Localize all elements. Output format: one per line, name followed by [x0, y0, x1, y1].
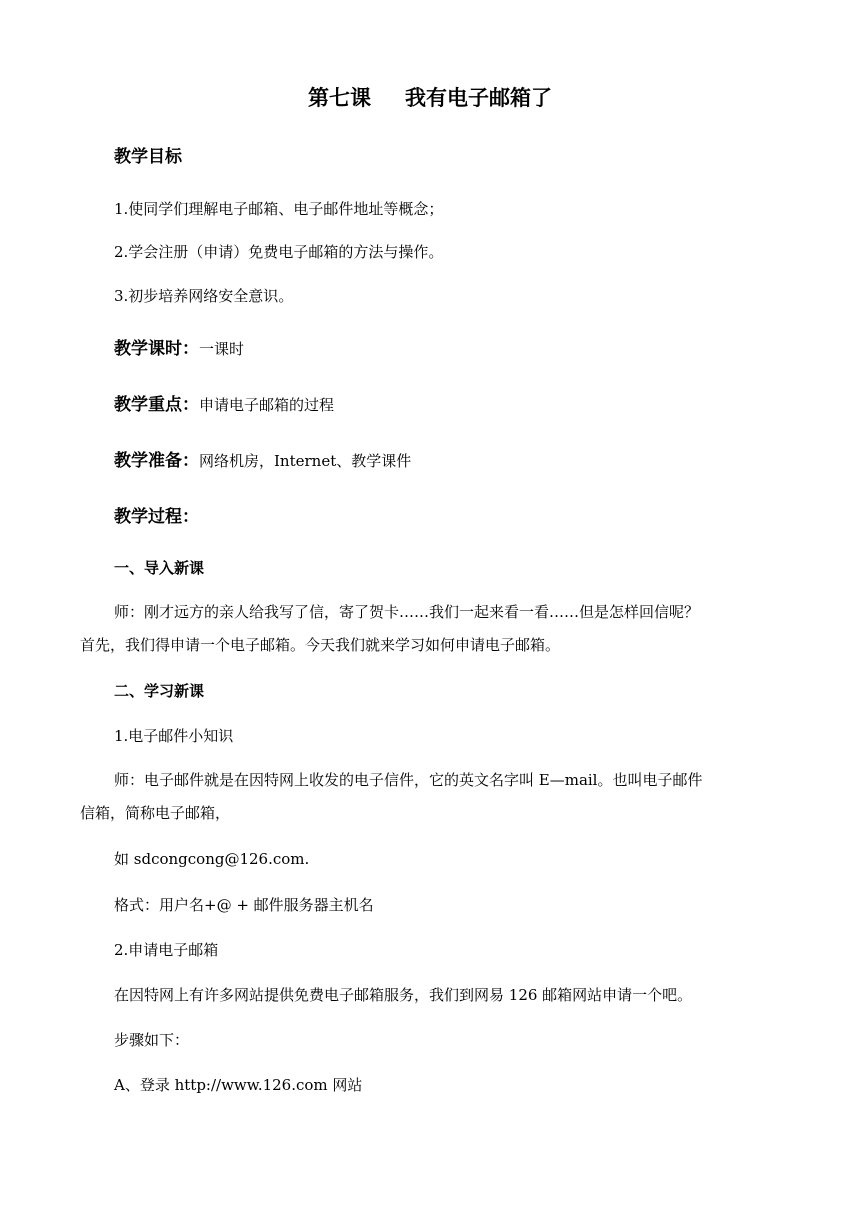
section2-heading: 二、学习新课 [114, 682, 205, 700]
address-format: 格式：用户名+@ + 邮件服务器主机名 [114, 896, 374, 914]
section1-line1: 师：刚才远方的亲人给我写了信，寄了贺卡……我们一起来看一看……但是怎样回信呢？ [114, 603, 700, 621]
page-title [0, 88, 860, 109]
definition-line1: 师：电子邮件就是在因特网上收发的电子信件，它的英文名字叫 E—mail。也叫电子邮件 [114, 771, 703, 789]
hours-row [114, 341, 244, 358]
objective-item: 3.初步培养网络安全意识。 [114, 287, 294, 305]
apply-subheading: 2.申请电子邮箱 [114, 941, 219, 959]
objective-item: 1.使同学们理解电子邮箱、电子邮件地址等概念； [114, 200, 444, 218]
focus-value: 申请电子邮箱的过程 [199, 396, 335, 414]
lesson-title: 我有电子邮箱了 [405, 86, 552, 110]
step-a: A、登录 http://www.126.com 网站 [114, 1076, 363, 1094]
hours-label: 教学课时： [114, 339, 199, 359]
prep-value: 网络机房，Internet、教学课件 [199, 452, 412, 470]
prep-label: 教学准备： [114, 451, 199, 471]
focus-label: 教学重点： [114, 395, 199, 415]
knowledge-subheading: 1.电子邮件小知识 [114, 727, 234, 745]
objective-item: 2.学会注册（申请）免费电子邮箱的方法与操作。 [114, 243, 444, 261]
prep-row [114, 453, 411, 470]
definition-line2: 信箱，简称电子邮箱， [80, 804, 231, 822]
objectives-heading: 教学目标 [114, 147, 182, 167]
section1-line2: 首先，我们得申请一个电子邮箱。今天我们就来学习如何申请电子邮箱。 [80, 636, 561, 654]
lesson-number: 第七课 [308, 86, 371, 110]
process-heading: 教学过程： [114, 507, 199, 527]
steps-label: 步骤如下： [114, 1031, 190, 1049]
hours-value: 一课时 [199, 340, 245, 358]
email-example: 如 sdcongcong@126.com. [114, 850, 310, 868]
apply-intro: 在因特网上有许多网站提供免费电子邮箱服务，我们到网易 126 邮箱网站申请一个吧。 [114, 986, 693, 1004]
section1-heading: 一、导入新课 [114, 559, 205, 577]
focus-row [114, 397, 334, 414]
